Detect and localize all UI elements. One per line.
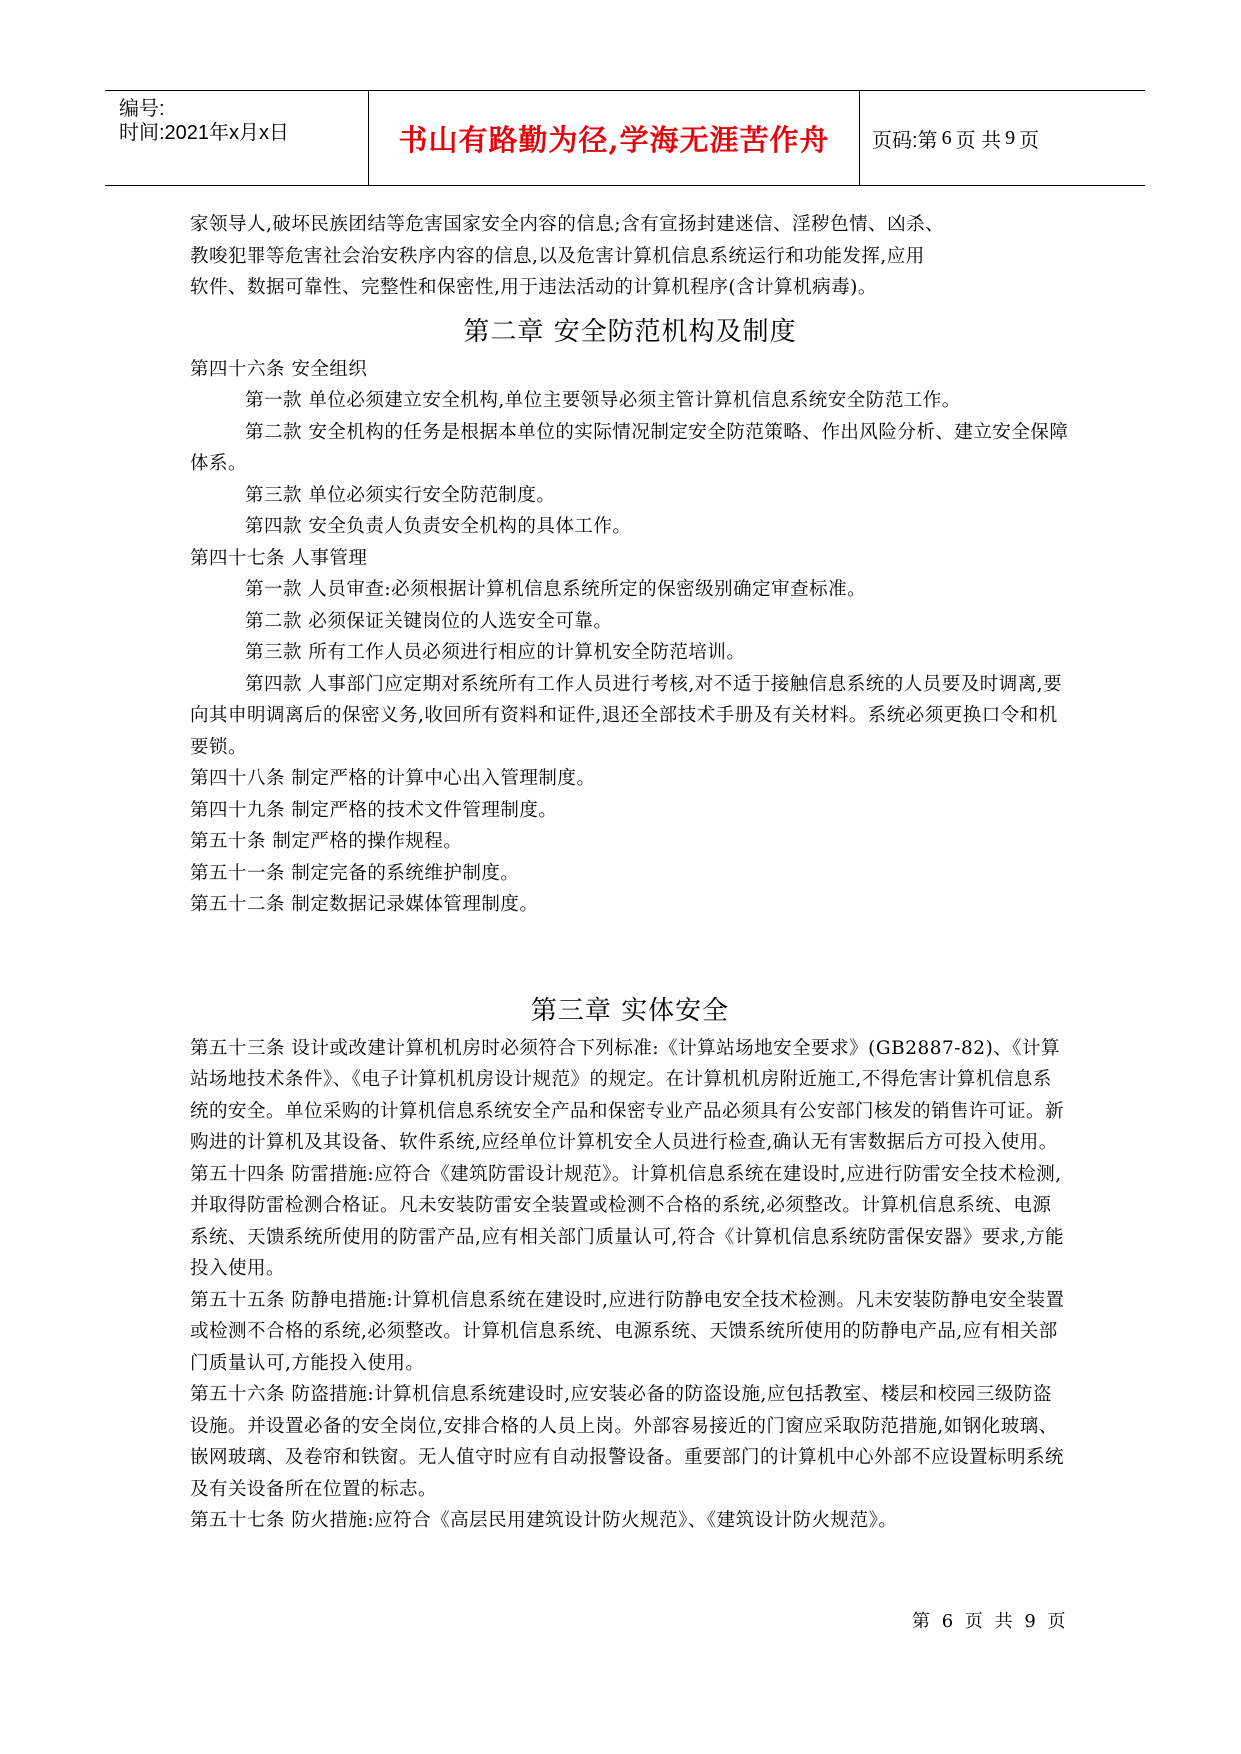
clause: 第四款 安全负责人负责安全机构的具体工作。 [245, 516, 632, 537]
article: 第四十八条 制定严格的计算中心出入管理制度。 [190, 768, 596, 789]
intro-line: 家领导人,破坏民族团结等危害国家安全内容的信息;含有宣扬封建迷信、淫秽色情、凶杀、 [190, 214, 945, 235]
clause: 第三款 单位必须实行安全防范制度。 [245, 484, 556, 506]
article: 第五十一条 制定完备的系统维护制度。 [190, 862, 520, 884]
article: 第五十三条 设计或改建计算机机房时必须符合下列标准:《计算站场地安全要求》(GB2887-82)、《计算站场地技术条件》、《电子计算机机房设计规范》的规定。在计算机机房附近施工,不得危害计算机信息系统的安全。单位采购的计算机信息系统安全产品和保密专业产品必须具有公安部门核发的销售许可证。新购进的计算机及其设备、软件系统,应经单位计算机安全人员进行检查,确认无有害数据后方可投入使用。 [190, 1037, 1065, 1153]
article: 第五十五条 防静电措施:计算机信息系统在建设时,应进行防静电安全技术检测。凡未安装防静电安全装置或检测不合格的系统,必须整改。计算机信息系统、电源系统、天馈系统所使用的防静电产品,应有相关部门质量认可,方能投入使用。 [190, 1289, 1065, 1374]
header-info-cell [105, 91, 368, 185]
document-body [190, 209, 1070, 1537]
page-footer: 第 6 页 共 9 页 [912, 1611, 1069, 1632]
page-total: 9 [1005, 126, 1016, 149]
article: 第五十条 制定严格的操作规程。 [190, 831, 463, 852]
intro-line: 软件、数据可靠性、完整性和保密性,用于违法活动的计算机程序(含计算机病毒)。 [190, 277, 877, 298]
article: 第五十六条 防盗措施:计算机信息系统建设时,应安装必备的防盗设施,应包括教室、楼层和校园三级防盗设施。并设置必备的安全岗位,安排合格的人员上岗。外部容易接近的门窗应采取防范措施,如钢化玻璃、嵌网玻璃、及卷帘和铁窗。无人值守时应有自动报警设备。重要部门的计算机中心外部不应设置标明系统及有关设备所在位置的标志。 [190, 1384, 1065, 1500]
clause: 第三款 所有工作人员必须进行相应的计算机安全防范培训。 [245, 642, 746, 663]
clause: 第四款 人事部门应定期对系统所有工作人员进行考核,对不适于接触信息系统的人员要及时调离,要向其申明调离后的保密义务,收回所有资料和证件,退还全部技术手册及有关材料。系统必须更换口令和机要锁。 [190, 673, 1063, 758]
article-heading: 第四十七条 人事管理 [190, 547, 368, 569]
chapter-title: 第三章 实体安全 [530, 995, 730, 1026]
clause: 第一款 单位必须建立安全机构,单位主要领导必须主管计算机信息系统安全防范工作。 [245, 390, 961, 411]
page-header [105, 90, 1145, 186]
page-middle: 页 共 [955, 129, 1002, 152]
document-number-label: 编号: [119, 98, 165, 120]
article: 第五十七条 防火措施:应符合《高层民用建筑设计防火规范》、《建筑设计防火规范》。 [190, 1510, 898, 1531]
document-time-label: 时间:2021年x月x日 [119, 122, 290, 144]
clause: 第二款 安全机构的任务是根据本单位的实际情况制定安全防范策略、作出风险分析、建立安全保障体系。 [190, 421, 1069, 474]
page-suffix: 页 [1019, 129, 1040, 152]
article-heading: 第四十六条 安全组织 [190, 358, 368, 380]
section-spacer [190, 921, 1070, 983]
clause: 第一款 人员审查:必须根据计算机信息系统所定的保密级别确定审查标准。 [245, 579, 867, 600]
intro-line: 教唆犯罪等危害社会治安秩序内容的信息,以及危害计算机信息系统运行和功能发挥,应用 [190, 245, 925, 267]
chapter-title: 第二章 安全防范机构及制度 [463, 316, 797, 347]
page-prefix: 页码:第 [872, 129, 938, 152]
article: 第五十四条 防雷措施:应符合《建筑防雷设计规范》。计算机信息系统在建设时,应进行防雷安全技术检测,并取得防雷检测合格证。凡未安装防雷安全装置或检测不合格的系统,必须整改。计算机信息系统、电源系统、天馈系统所使用的防雷产品,应有相关部门质量认可,符合《计算机信息系统防雷保安器》要求,方能投入使用。 [190, 1163, 1065, 1279]
article: 第四十九条 制定严格的技术文件管理制度。 [190, 799, 558, 821]
page-current: 6 [941, 126, 952, 149]
header-page-cell [860, 91, 1145, 185]
article: 第五十二条 制定数据记录媒体管理制度。 [190, 894, 539, 915]
header-motto-cell [368, 91, 860, 185]
header-motto: 书山有路勤为径,学海无涯苦作舟 [398, 122, 830, 157]
clause: 第二款 必须保证关键岗位的人选安全可靠。 [245, 610, 613, 632]
